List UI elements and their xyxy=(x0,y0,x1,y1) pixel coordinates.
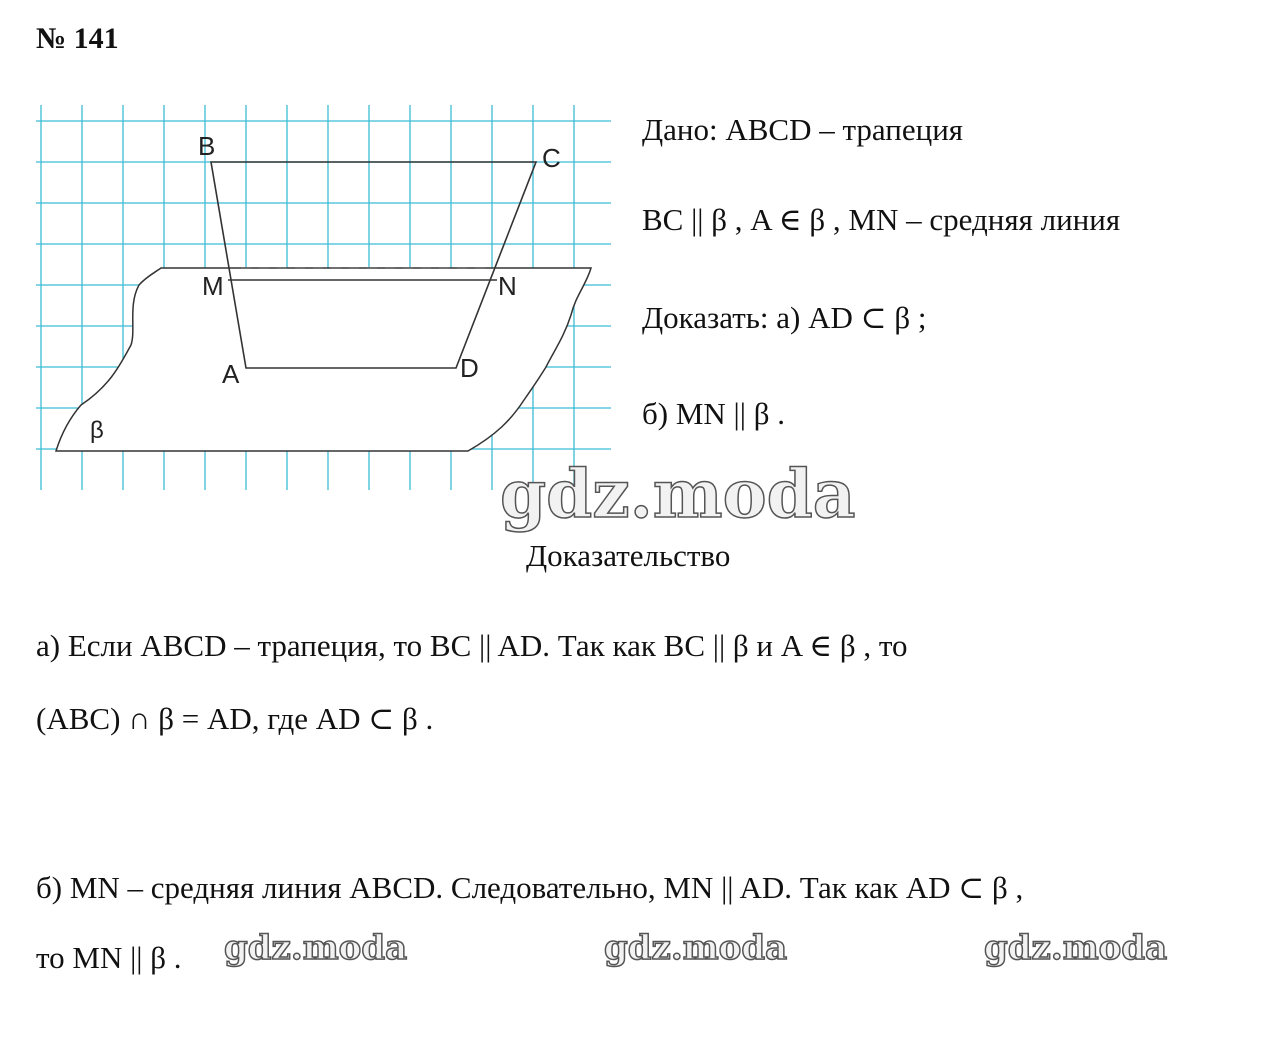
proof-line-1: а) Если ABCD – трапеция, то BC || AD. Так как BC || β и A ∈ β , то xyxy=(36,628,908,663)
watermark-logo: gdz.moda xyxy=(500,455,856,533)
prove-line-1: Доказать: а) AD ⊂ β ; xyxy=(642,300,927,335)
given-line-2: BC || β , A ∈ β , MN – средняя линия xyxy=(642,202,1121,237)
proof-line-2: (ABC) ∩ β = AD, где AD ⊂ β . xyxy=(36,701,434,736)
label-d: D xyxy=(460,353,479,383)
label-a: A xyxy=(222,359,240,389)
label-c: C xyxy=(542,143,561,173)
given-line-1: Дано: ABCD – трапеция xyxy=(642,112,964,147)
label-b: B xyxy=(198,131,216,161)
watermark-small: gdz.moda xyxy=(604,928,788,968)
proof-line-4: то MN || β . xyxy=(36,940,182,975)
watermark-small: gdz.moda xyxy=(224,928,408,968)
proof-heading: Доказательство xyxy=(526,538,731,573)
proof-line-3: б) MN – средняя линия ABCD. Следовательно, MN || AD. Так как AD ⊂ β , xyxy=(36,870,1024,905)
prove-line-2: б) MN || β . xyxy=(642,396,785,431)
label-n: N xyxy=(498,271,517,301)
label-beta: β xyxy=(90,417,104,444)
label-m: M xyxy=(202,271,224,301)
watermark-small: gdz.moda xyxy=(984,928,1168,968)
trapezoid-figure xyxy=(36,105,616,495)
problem-number: № 141 xyxy=(36,22,119,55)
